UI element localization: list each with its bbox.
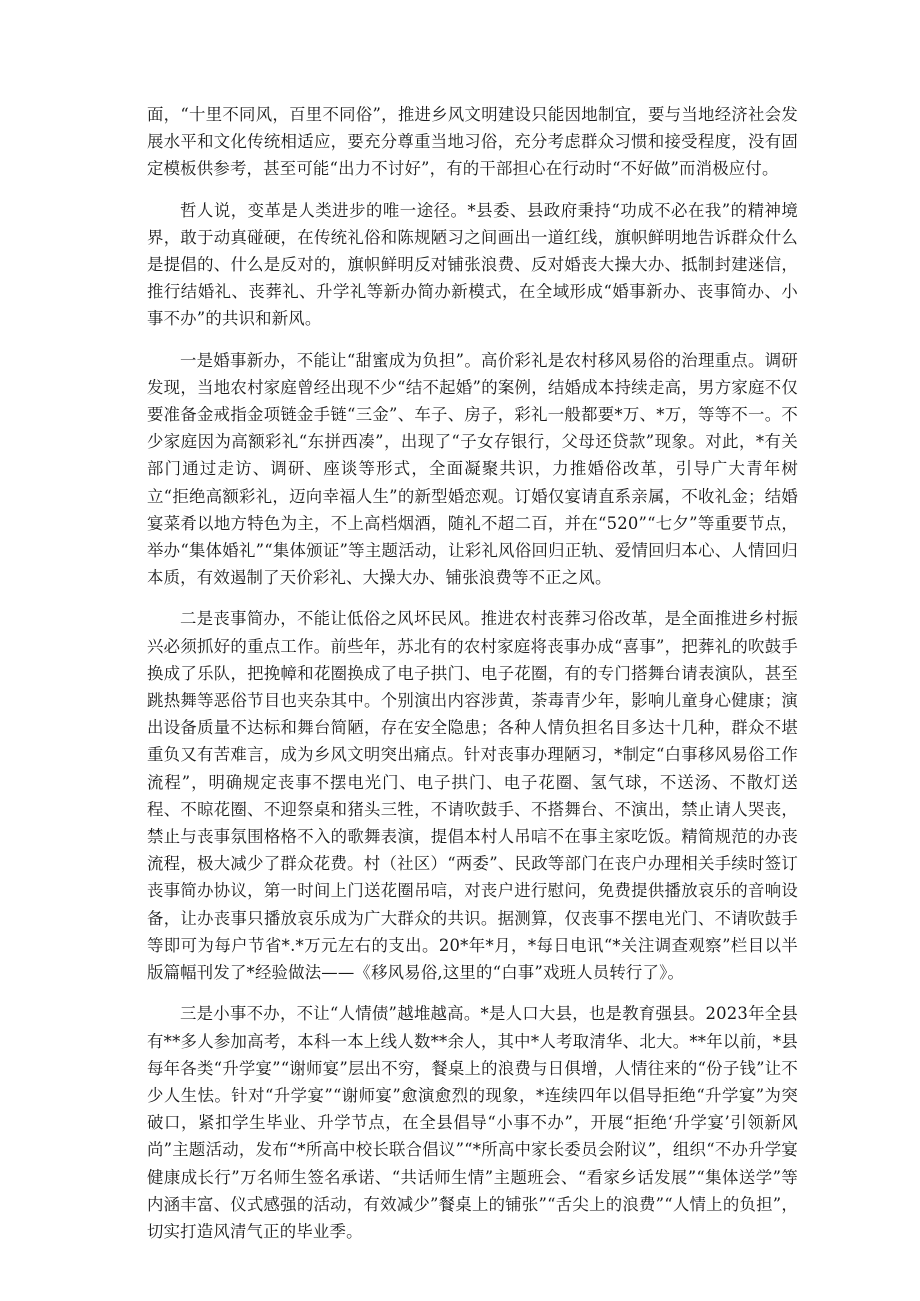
paragraph-5: 三是小事不办，不让“人情债”越堆越高。*是人口大县，也是教育强县。2023年全县有**多人参加高考，本科一本上线人数**余人，其中*人考取清华、北大。**年以前，*县每年各类“升学宴”“谢师宴”层出不穷，餐桌上的浪费与日俱增，人情往来的“份子钱”让不少人生怯。针对“升学宴”“谢师宴”愈演愈烈的现象，*连续四年以倡导拒绝“升学宴”为突破口，紧扣学生毕业、升学节点，在全县倡导“小事不办”，开展“拒绝‘升学宴’引领新风尚”主题活动，发布“*所高中校长联合倡议”“*所高中家长委员会附议”，组织“不办升学宴健康成长行”万名师生签名承诺、“共话师生情”主题班会、“看家乡话发展”“集体送学”等内涵丰富、仪式感强的活动，有效减少”餐桌上的铺张”“舌尖上的浪费”“人情上的负担”，切实打造风清气正的毕业季。 xyxy=(147,1004,798,1241)
paragraph-4: 二是丧事简办，不能让低俗之风坏民风。推进农村丧葬习俗改革，是全面推进乡村振兴必须抓好的重点工作。前些年，苏北有的农村家庭将丧事办成“喜事”，把葬礼的吹鼓手换成了乐队，把挽幛和花圈换成了电子拱门、电子花圈，有的专门搭舞台请表演队，甚至跳热舞等恶俗节目也夹杂其中。个别演出内容涉黄，荼毒青少年，影响儿童身心健康；演出设备质量不达标和舞台简陋，存在安全隐患；各种人情负担名目多达十几种，群众不堪重负又有苦难言，成为乡风文明突出痛点。针对丧事办理陋习，*制定“白事移风易俗工作流程”，明确规定丧事不摆电光门、电子拱门、电子花圈、氢气球，不送汤、不散灯送程、不晾花圈、不迎祭桌和猪头三牲，不请吹鼓手、不搭舞台、不演出，禁止请人哭丧，禁止与丧事氛围格格不入的歌舞表演，提倡本村人吊唁不在事主家吃饭。精简规范的办丧流程，极大减少了群众花费。村（社区）“两委”、民政等部门在丧户办理相关手续时签订丧事简办协议，第一时间上门送花圈吊唁，对丧户进行慰问，免费提供播放哀乐的音响设备，让办丧事只播放哀乐成为广大群众的共识。据测算，仅丧事不摆电光门、不请吹鼓手等即可为每户节省*.*万元左右的支出。20*年*月，*每日电讯“*关注调查观察”栏目以半版篇幅刊发了*经验做法——《移风易俗,这里的“白事”戏班人员转行了》。 xyxy=(147,609,798,983)
paragraph-1: 面，“十里不同风，百里不同俗”，推进乡风文明建设只能因地制宜，要与当地经济社会发展水平和文化传统相适应，要充分尊重当地习俗，充分考虑群众习惯和接受程度，没有固定模板供参考，甚至可能“出力不讨好”，有的干部担心在行动时“不好做”而消极应付。 xyxy=(147,105,798,179)
paragraph-3: 一是婚事新办，不能让“甜蜜成为负担”。高价彩礼是农村移风易俗的治理重点。调研发现，当地农村家庭曾经出现不少“结不起婚”的案例，结婚成本持续走高，男方家庭不仅要准备金戒指金项链金手链“三金”、车子、房子，彩礼一般都要*万、*万，等等不一。不少家庭因为高额彩礼“东拼西凑”，出现了“子女存银行，父母还贷款”现象。对此，*有关部门通过走访、调研、座谈等形式，全面凝聚共识，力推婚俗改革，引导广大青年树立“拒绝高额彩礼，迈向幸福人生”的新型婚恋观。订婚仅宴请直系亲属，不收礼金；结婚宴菜肴以地方特色为主，不上高档烟酒，随礼不超二百，并在“520”“七夕”等重要节点，举办“集体婚礼”“集体颁证”等主题活动，让彩礼风俗回归正轨、爱情回归本心、人情回归本质，有效遏制了天价彩礼、大操大办、铺张浪费等不正之风。 xyxy=(147,350,798,588)
paragraph-2: 哲人说，变革是人类进步的唯一途径。*县委、县政府秉持“功成不必在我”的精神境界，敢于动真碰硬，在传统礼俗和陈规陋习之间画出一道红线，旗帜鲜明地告诉群众什么是提倡的、什么是反对的，旗帜鲜明反对铺张浪费、反对婚丧大操大办、抵制封建迷信，推行结婚礼、丧葬礼、升学礼等新办简办新模式，在全域形成“婚事新办、丧事简办、小事不办”的共识和新风。 xyxy=(147,200,798,329)
